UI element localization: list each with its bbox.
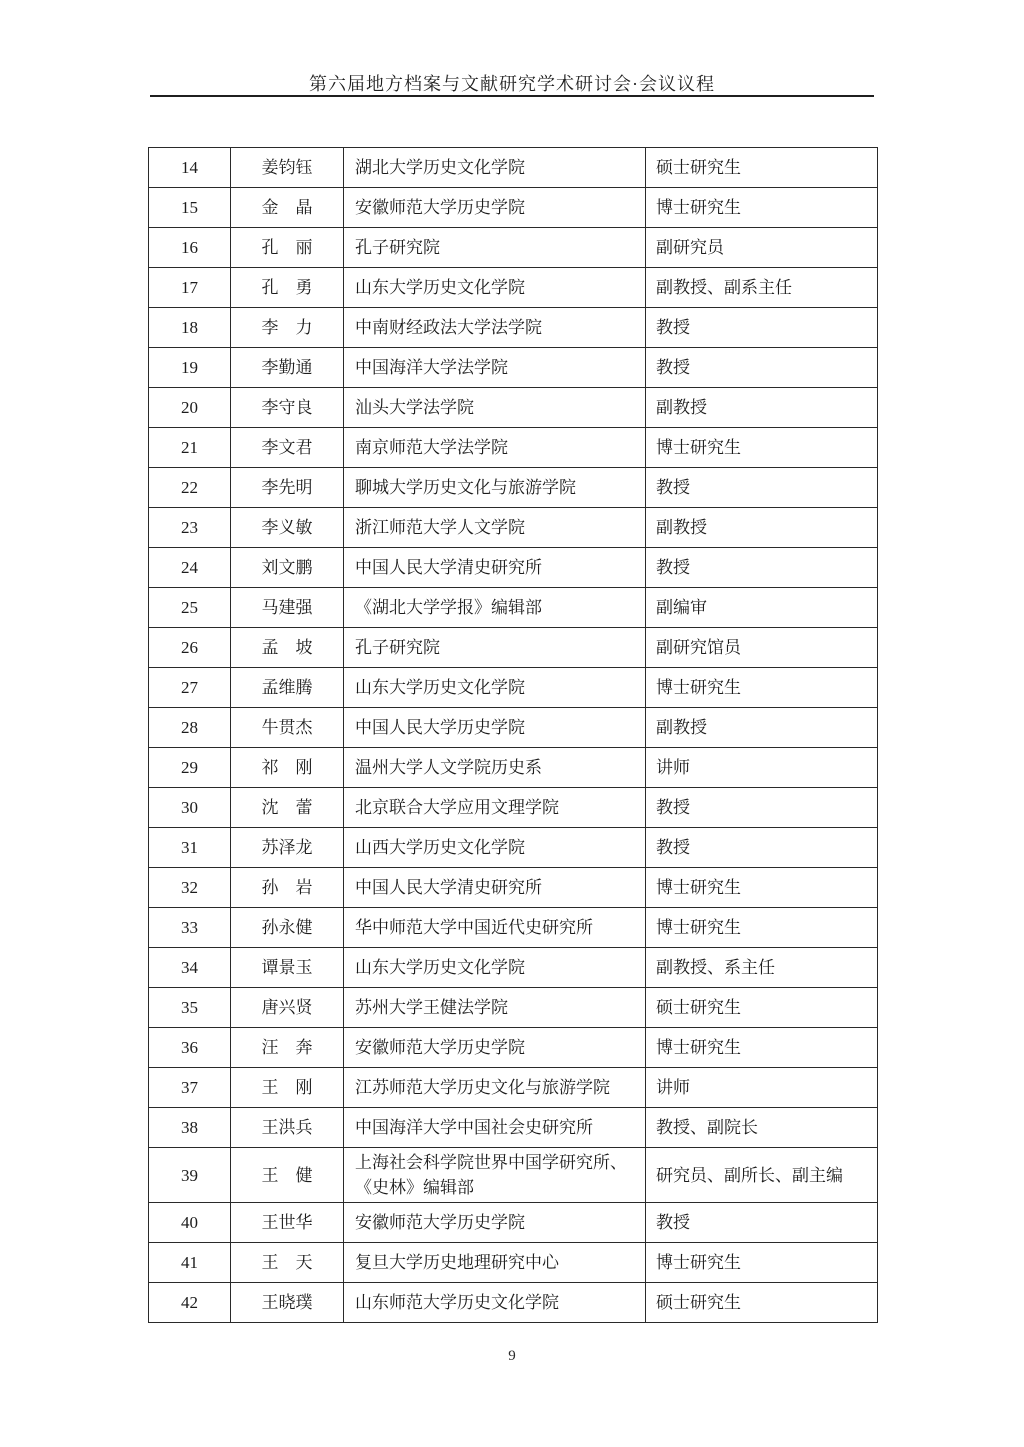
name-cell: 李义敏 — [231, 508, 344, 548]
name-cell: 汪 奔 — [231, 1028, 344, 1068]
affiliation-cell: 山东大学历史文化学院 — [344, 268, 646, 308]
affiliation-cell: 中国海洋大学法学院 — [344, 348, 646, 388]
affiliation-cell: 山西大学历史文化学院 — [344, 828, 646, 868]
name-cell: 王洪兵 — [231, 1108, 344, 1148]
affiliation-cell: 中南财经政法大学法学院 — [344, 308, 646, 348]
name-cell: 王 刚 — [231, 1068, 344, 1108]
row-number-cell: 40 — [149, 1203, 231, 1243]
title-cell: 讲师 — [646, 748, 878, 788]
header-divider — [150, 95, 874, 97]
table-row — [149, 948, 878, 988]
name-cell: 谭景玉 — [231, 948, 344, 988]
name-cell: 苏泽龙 — [231, 828, 344, 868]
title-cell: 副教授、副系主任 — [646, 268, 878, 308]
title-cell: 教授 — [646, 348, 878, 388]
row-number-cell: 31 — [149, 828, 231, 868]
affiliation-cell: 北京联合大学应用文理学院 — [344, 788, 646, 828]
table-row — [149, 628, 878, 668]
name-cell: 唐兴贤 — [231, 988, 344, 1028]
table-row — [149, 388, 878, 428]
affiliation-cell: 上海社会科学院世界中国学研究所、《史林》编辑部 — [344, 1148, 646, 1203]
affiliation-cell: 温州大学人文学院历史系 — [344, 748, 646, 788]
table-row — [149, 668, 878, 708]
name-cell: 孙 岩 — [231, 868, 344, 908]
row-number-cell: 38 — [149, 1108, 231, 1148]
table-row — [149, 708, 878, 748]
name-cell: 李 力 — [231, 308, 344, 348]
title-cell: 教授 — [646, 308, 878, 348]
name-cell: 李文君 — [231, 428, 344, 468]
row-number-cell: 23 — [149, 508, 231, 548]
title-cell: 教授 — [646, 788, 878, 828]
affiliation-cell: 安徽师范大学历史学院 — [344, 188, 646, 228]
page-header-title: 第六届地方档案与文献研究学术研讨会·会议议程 — [309, 74, 715, 94]
table-row — [149, 548, 878, 588]
table-row — [149, 588, 878, 628]
row-number-cell: 28 — [149, 708, 231, 748]
title-cell: 博士研究生 — [646, 1243, 878, 1283]
affiliation-cell: 汕头大学法学院 — [344, 388, 646, 428]
title-cell: 博士研究生 — [646, 868, 878, 908]
name-cell: 王晓璞 — [231, 1283, 344, 1323]
participants-table-body — [149, 148, 878, 1323]
row-number-cell: 24 — [149, 548, 231, 588]
affiliation-cell: 安徽师范大学历史学院 — [344, 1203, 646, 1243]
row-number-cell: 30 — [149, 788, 231, 828]
title-cell: 硕士研究生 — [646, 148, 878, 188]
name-cell: 沈 蕾 — [231, 788, 344, 828]
title-cell: 讲师 — [646, 1068, 878, 1108]
title-cell: 教授 — [646, 548, 878, 588]
title-cell: 教授 — [646, 828, 878, 868]
row-number-cell: 35 — [149, 988, 231, 1028]
affiliation-cell: 苏州大学王健法学院 — [344, 988, 646, 1028]
title-cell: 博士研究生 — [646, 908, 878, 948]
row-number-cell: 27 — [149, 668, 231, 708]
affiliation-cell: 湖北大学历史文化学院 — [344, 148, 646, 188]
name-cell: 祁 刚 — [231, 748, 344, 788]
table-row — [149, 1243, 878, 1283]
title-cell: 教授 — [646, 468, 878, 508]
table-row — [149, 1283, 878, 1323]
name-cell: 金 晶 — [231, 188, 344, 228]
title-cell: 副研究馆员 — [646, 628, 878, 668]
table-row — [149, 508, 878, 548]
row-number-cell: 41 — [149, 1243, 231, 1283]
title-cell: 副教授 — [646, 508, 878, 548]
row-number-cell: 18 — [149, 308, 231, 348]
affiliation-cell: 南京师范大学法学院 — [344, 428, 646, 468]
name-cell: 孔 勇 — [231, 268, 344, 308]
row-number-cell: 42 — [149, 1283, 231, 1323]
affiliation-cell: 孔子研究院 — [344, 628, 646, 668]
table-row — [149, 348, 878, 388]
table-row — [149, 1028, 878, 1068]
title-cell: 教授、副院长 — [646, 1108, 878, 1148]
affiliation-cell: 江苏师范大学历史文化与旅游学院 — [344, 1068, 646, 1108]
name-cell: 马建强 — [231, 588, 344, 628]
table-row — [149, 988, 878, 1028]
name-cell: 牛贯杰 — [231, 708, 344, 748]
row-number-cell: 37 — [149, 1068, 231, 1108]
affiliation-cell: 中国海洋大学中国社会史研究所 — [344, 1108, 646, 1148]
affiliation-cell: 中国人民大学清史研究所 — [344, 868, 646, 908]
title-cell: 教授 — [646, 1203, 878, 1243]
name-cell: 孟 坡 — [231, 628, 344, 668]
title-cell: 副教授、系主任 — [646, 948, 878, 988]
title-cell: 博士研究生 — [646, 188, 878, 228]
title-cell: 副研究员 — [646, 228, 878, 268]
name-cell: 李勤通 — [231, 348, 344, 388]
name-cell: 王 健 — [231, 1148, 344, 1203]
name-cell: 孙永健 — [231, 908, 344, 948]
row-number-cell: 14 — [149, 148, 231, 188]
table-row — [149, 1068, 878, 1108]
affiliation-cell: 山东大学历史文化学院 — [344, 948, 646, 988]
row-number-cell: 39 — [149, 1148, 231, 1203]
title-cell: 博士研究生 — [646, 428, 878, 468]
affiliation-cell: 山东师范大学历史文化学院 — [344, 1283, 646, 1323]
affiliation-cell: 山东大学历史文化学院 — [344, 668, 646, 708]
affiliation-cell: 中国人民大学历史学院 — [344, 708, 646, 748]
name-cell: 李守良 — [231, 388, 344, 428]
table-row — [149, 308, 878, 348]
affiliation-cell: 浙江师范大学人文学院 — [344, 508, 646, 548]
name-cell: 王世华 — [231, 1203, 344, 1243]
row-number-cell: 32 — [149, 868, 231, 908]
affiliation-cell: 安徽师范大学历史学院 — [344, 1028, 646, 1068]
name-cell: 李先明 — [231, 468, 344, 508]
title-cell: 副教授 — [646, 388, 878, 428]
page-number: 9 — [508, 1348, 516, 1364]
title-cell: 副编审 — [646, 588, 878, 628]
title-cell: 硕士研究生 — [646, 1283, 878, 1323]
title-cell: 博士研究生 — [646, 668, 878, 708]
affiliation-cell: 《湖北大学学报》编辑部 — [344, 588, 646, 628]
name-cell: 孔 丽 — [231, 228, 344, 268]
affiliation-cell: 中国人民大学清史研究所 — [344, 548, 646, 588]
name-cell: 姜钧钰 — [231, 148, 344, 188]
row-number-cell: 17 — [149, 268, 231, 308]
participants-table — [148, 147, 878, 1323]
row-number-cell: 36 — [149, 1028, 231, 1068]
row-number-cell: 19 — [149, 348, 231, 388]
row-number-cell: 20 — [149, 388, 231, 428]
title-cell: 博士研究生 — [646, 1028, 878, 1068]
row-number-cell: 33 — [149, 908, 231, 948]
title-cell: 研究员、副所长、副主编 — [646, 1148, 878, 1203]
affiliation-cell: 复旦大学历史地理研究中心 — [344, 1243, 646, 1283]
table-row — [149, 1148, 878, 1203]
table-row — [149, 468, 878, 508]
name-cell: 孟维腾 — [231, 668, 344, 708]
table-row — [149, 228, 878, 268]
affiliation-cell: 华中师范大学中国近代史研究所 — [344, 908, 646, 948]
row-number-cell: 16 — [149, 228, 231, 268]
row-number-cell: 15 — [149, 188, 231, 228]
row-number-cell: 22 — [149, 468, 231, 508]
row-number-cell: 25 — [149, 588, 231, 628]
table-row — [149, 188, 878, 228]
row-number-cell: 29 — [149, 748, 231, 788]
table-row — [149, 748, 878, 788]
name-cell: 王 天 — [231, 1243, 344, 1283]
table-row — [149, 268, 878, 308]
name-cell: 刘文鹏 — [231, 548, 344, 588]
row-number-cell: 34 — [149, 948, 231, 988]
title-cell: 硕士研究生 — [646, 988, 878, 1028]
table-row — [149, 868, 878, 908]
table-row — [149, 908, 878, 948]
affiliation-cell: 聊城大学历史文化与旅游学院 — [344, 468, 646, 508]
table-row — [149, 1203, 878, 1243]
title-cell: 副教授 — [646, 708, 878, 748]
table-row — [149, 428, 878, 468]
affiliation-cell: 孔子研究院 — [344, 228, 646, 268]
table-row — [149, 788, 878, 828]
table-row — [149, 1108, 878, 1148]
table-row — [149, 828, 878, 868]
row-number-cell: 21 — [149, 428, 231, 468]
table-row — [149, 148, 878, 188]
row-number-cell: 26 — [149, 628, 231, 668]
